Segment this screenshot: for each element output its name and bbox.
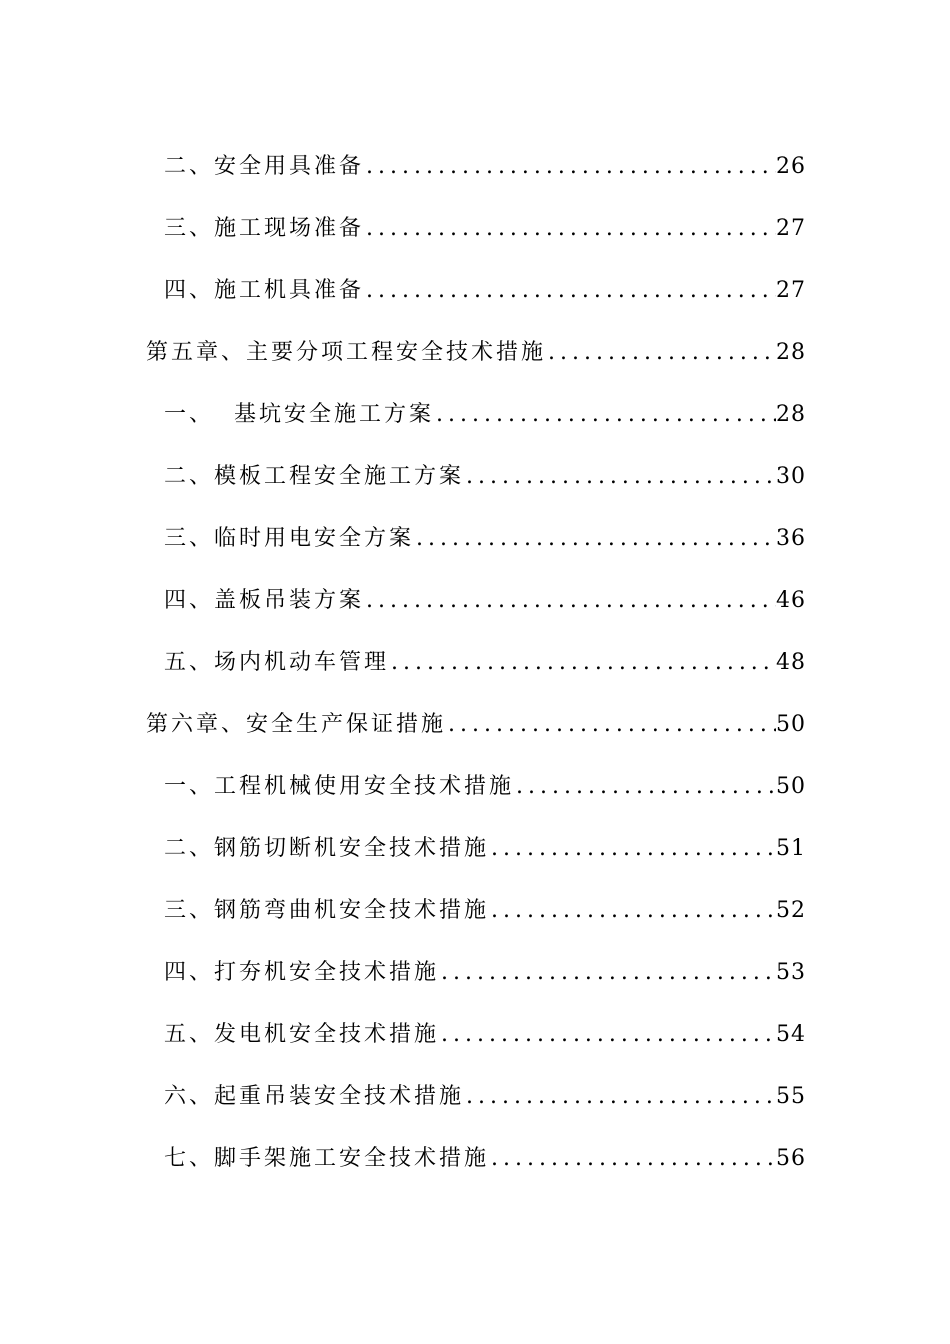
toc-entry-title: 一、工程机械使用安全技术措施 <box>164 774 515 799</box>
toc-entry[interactable] <box>146 122 806 184</box>
toc-dot-leader <box>466 1082 776 1114</box>
toc-entry[interactable] <box>146 742 806 804</box>
toc-dot-leader <box>416 524 776 556</box>
toc-chapter-title: 第六章、安全生产保证措施 <box>146 712 447 737</box>
toc-entry[interactable] <box>146 618 806 680</box>
toc-entry-page-number: 55 <box>776 1084 806 1109</box>
toc-entry[interactable] <box>146 1114 806 1176</box>
toc-entry-page-number: 48 <box>776 650 806 675</box>
toc-entry-title: 三、钢筋弯曲机安全技术措施 <box>164 898 490 923</box>
toc-entry-page-number: 30 <box>776 464 806 489</box>
toc-dot-leader <box>441 958 776 990</box>
toc-entry-page-number: 56 <box>776 1146 806 1171</box>
toc-dot-leader <box>548 338 776 370</box>
toc-entry-title: 四、打夯机安全技术措施 <box>164 960 440 985</box>
toc-entry[interactable] <box>146 370 806 432</box>
toc-entry-title: 三、施工现场准备 <box>164 216 365 241</box>
toc-dot-leader <box>491 834 776 866</box>
toc-dot-leader <box>391 648 776 680</box>
toc-entry-title: 四、施工机具准备 <box>164 278 365 303</box>
toc-entry-page-number: 27 <box>776 278 806 303</box>
toc-entry-title: 一、 基坑安全施工方案 <box>164 402 434 427</box>
toc-entry-page-number: 51 <box>776 836 806 861</box>
toc-dot-leader <box>441 1020 776 1052</box>
toc-dot-leader <box>516 772 776 804</box>
toc-dot-leader <box>491 896 776 928</box>
toc-entry-page-number: 36 <box>776 526 806 551</box>
toc-entry[interactable] <box>146 432 806 494</box>
toc-entry-page-number: 50 <box>776 774 806 799</box>
toc-entry-title: 二、安全用具准备 <box>164 154 365 179</box>
toc-entry-page-number: 50 <box>776 712 806 737</box>
toc-entry-page-number: 28 <box>776 340 806 365</box>
toc-entry[interactable] <box>146 1052 806 1114</box>
toc-entry-title: 六、起重吊装安全技术措施 <box>164 1084 465 1109</box>
toc-dot-leader <box>491 1144 776 1176</box>
toc-entry-title: 三、临时用电安全方案 <box>164 526 415 551</box>
toc-chapter-title: 第五章、主要分项工程安全技术措施 <box>146 340 547 365</box>
toc-entry-page-number: 26 <box>776 154 806 179</box>
toc-chapter-entry[interactable] <box>146 680 806 742</box>
toc-entry-title: 五、场内机动车管理 <box>164 650 390 675</box>
toc-dot-leader <box>366 214 776 246</box>
toc-entry-title: 二、钢筋切断机安全技术措施 <box>164 836 490 861</box>
toc-entry[interactable] <box>146 556 806 618</box>
toc-dot-leader <box>466 462 776 494</box>
toc-entry-page-number: 28 <box>776 402 806 427</box>
toc-entry-title: 二、模板工程安全施工方案 <box>164 464 465 489</box>
toc-entry[interactable] <box>146 804 806 866</box>
toc-dot-leader <box>366 276 776 308</box>
toc-entry[interactable] <box>146 928 806 990</box>
toc-entry[interactable] <box>146 494 806 556</box>
toc-entry[interactable] <box>146 184 806 246</box>
toc-entry[interactable] <box>146 990 806 1052</box>
toc-dot-leader <box>448 710 776 742</box>
toc-entry-page-number: 27 <box>776 216 806 241</box>
toc-entry-page-number: 54 <box>776 1022 806 1047</box>
toc-entry-page-number: 46 <box>776 588 806 613</box>
toc-dot-leader <box>366 586 776 618</box>
toc-entry-page-number: 53 <box>776 960 806 985</box>
toc-entry-title: 四、盖板吊装方案 <box>164 588 365 613</box>
toc-dot-leader <box>366 152 776 184</box>
table-of-contents <box>146 122 806 1176</box>
toc-entry-title: 五、发电机安全技术措施 <box>164 1022 440 1047</box>
toc-dot-leader <box>436 400 776 432</box>
toc-entry-page-number: 52 <box>776 898 806 923</box>
toc-entry-title: 七、脚手架施工安全技术措施 <box>164 1146 490 1171</box>
toc-entry[interactable] <box>146 866 806 928</box>
toc-entry[interactable] <box>146 246 806 308</box>
toc-chapter-entry[interactable] <box>146 308 806 370</box>
